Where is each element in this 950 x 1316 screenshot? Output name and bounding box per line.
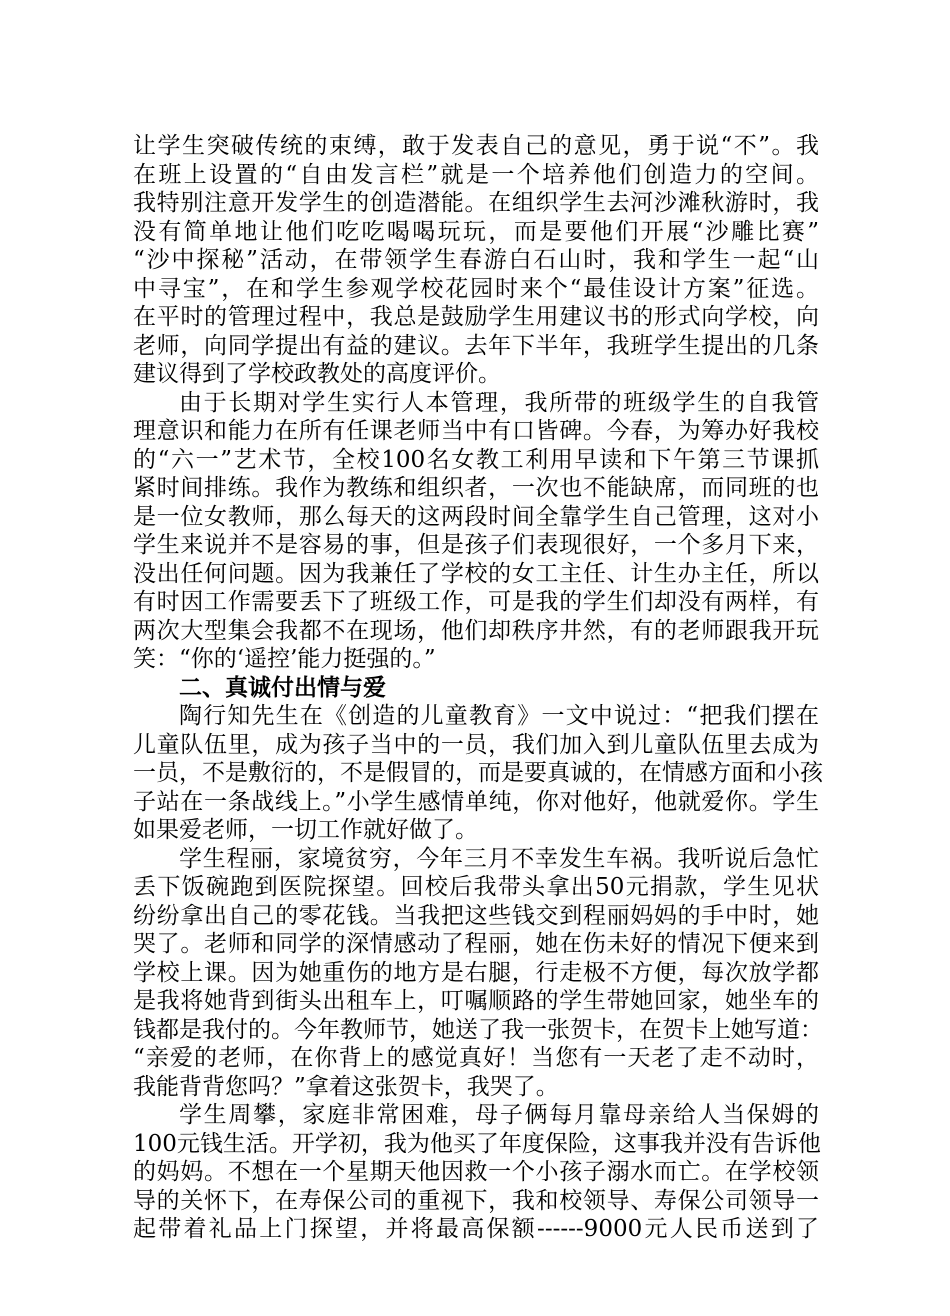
text-line: 学生程丽，家境贫穷，今年三月不幸发生车祸。我听说后急忙 xyxy=(179,845,819,872)
text-line: 让学生突破传统的束缚，敢于发表自己的意见，勇于说“不”。我 xyxy=(133,133,819,159)
text-line: 在平时的管理过程中，我总是鼓励学生用建议书的形式向学校，向 xyxy=(133,304,819,330)
text-line: 笑：“你的‘遥控’能力挺强的。” xyxy=(133,646,436,672)
body-text xyxy=(133,132,823,1244)
text-line: 如果爱老师，一切工作就好做了。 xyxy=(133,817,478,843)
text-line: 紧时间排练。我作为教练和组织者，一次也不能缺席，而同班的也 xyxy=(133,475,819,501)
text-line: 由于长期对学生实行人本管理，我所带的班级学生的自我管 xyxy=(179,389,819,416)
text-line: “亲爱的老师，在你背上的感觉真好！当您有一天老了走不动时， xyxy=(133,1045,819,1071)
text-line: 是我将她背到街头出租车上，叮嘱顺路的学生带她回家，她坐车的 xyxy=(133,988,819,1014)
text-line: 陶行知先生在《创造的儿童教育》一文中说过：“把我们摆在 xyxy=(179,703,819,729)
text-line: 中寻宝”，在和学生参观学校花园时来个“最佳设计方案”征选。 xyxy=(133,275,819,302)
text-line: 钱都是我付的。今年教师节，她送了我一张贺卡，在贺卡上她写道： xyxy=(133,1016,823,1043)
text-line: 我特别注意开发学生的创造潜能。在组织学生去河沙滩秋游时，我 xyxy=(133,190,819,216)
text-line: 老师，向同学提出有益的建议。去年下半年，我班学生提出的几条 xyxy=(133,332,819,359)
text-line: 没出任何问题。因为我兼任了学校的女工主任、计生办主任，所以 xyxy=(133,560,819,587)
text-line: 是一位女教师，那么每天的这两段时间全靠学生自己管理，这对小 xyxy=(133,503,819,530)
text-line: 起带着礼品上门探望，并将最高保额------9000元人民币送到了 xyxy=(133,1216,819,1242)
text-line: “沙中探秘”活动，在带领学生春游白石山时，我和学生一起“山 xyxy=(133,247,819,273)
text-line: 理意识和能力在所有任课老师当中有口皆碑。今春，为筹办好我校 xyxy=(133,418,819,444)
text-line: 学生来说并不是容易的事，但是孩子们表现很好，一个多月下来， xyxy=(133,532,819,558)
text-line: 子站在一条战线上。”小学生感情单纯，你对他好，他就爱你。学生 xyxy=(133,788,819,815)
text-line: 没有简单地让他们吃吃喝喝玩玩，而是要他们开展“沙雕比赛” xyxy=(133,218,819,245)
text-line: 学生周攀，家庭非常困难，母子俩每月靠母亲给人当保姆的 xyxy=(179,1102,819,1128)
text-line: 纷纷拿出自己的零花钱。当我把这些钱交到程丽妈妈的手中时，她 xyxy=(133,902,819,929)
text-line: 在班上设置的“自由发言栏”就是一个培养他们创造力的空间。 xyxy=(133,161,819,188)
text-line: 导的关怀下，在寿保公司的重视下，我和校领导、寿保公司领导一 xyxy=(133,1187,819,1214)
text-line: 儿童队伍里，成为孩子当中的一员，我们加入到儿童队伍里去成为 xyxy=(133,731,819,758)
text-line: 哭了。老师和同学的深情感动了程丽，她在伤未好的情况下便来到 xyxy=(133,931,819,957)
text-line: 的“六一”艺术节，全校100名女教工利用早读和下午第三节课抓 xyxy=(133,446,819,473)
text-line: 丢下饭碗跑到医院探望。回校后我带头拿出50元捐款，学生见状 xyxy=(133,874,819,900)
text-line: 学校上课。因为她重伤的地方是右腿，行走极不方便，每次放学都 xyxy=(133,959,819,986)
text-line: 的妈妈。不想在一个星期天他因救一个小孩子溺水而亡。在学校领 xyxy=(133,1159,819,1185)
text-line: 一员，不是敷衍的，不是假冒的，而是要真诚的，在情感方面和小孩 xyxy=(133,760,823,786)
text-line: 100元钱生活。开学初，我为他买了年度保险，这事我并没有告诉他 xyxy=(133,1130,821,1157)
text-line: 有时因工作需要丢下了班级工作，可是我的学生们却没有两样，有 xyxy=(133,589,819,615)
text-line: 建议得到了学校政教处的高度评价。 xyxy=(133,361,501,387)
text-line: 两次大型集会我都不在现场，他们却秩序井然，有的老师跟我开玩 xyxy=(133,617,819,644)
text-line: 我能背背您吗？”拿着这张贺卡，我哭了。 xyxy=(133,1073,559,1100)
section-heading: 二、真诚付出情与爱 xyxy=(179,674,386,701)
